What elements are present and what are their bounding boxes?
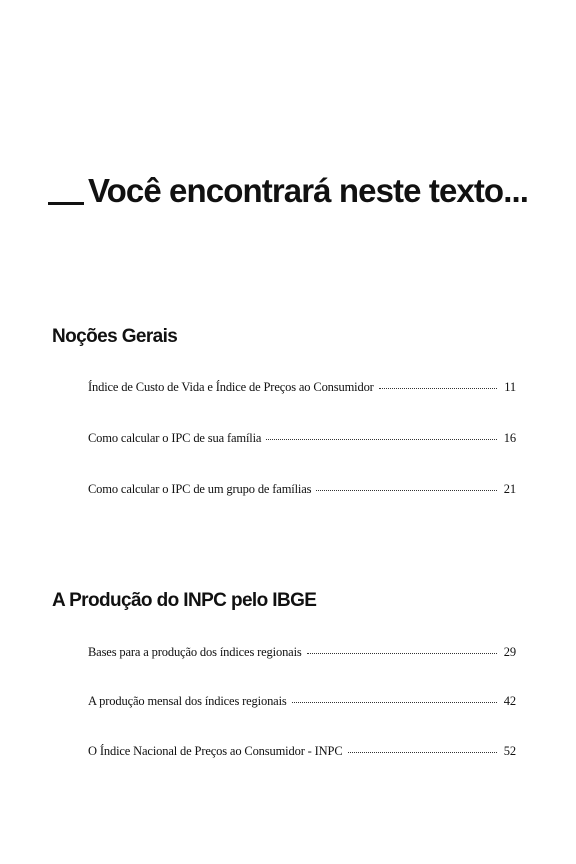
toc-dot-leader — [292, 702, 497, 703]
toc-dot-leader — [307, 653, 497, 654]
toc-entry-producao-mensal[interactable] — [88, 694, 516, 709]
toc-entry-label: A produção mensal dos índices regionais — [88, 694, 287, 708]
page-title-text: Você encontrará neste texto... — [87, 172, 528, 209]
toc-entry-label: Como calcular o IPC de sua família — [88, 431, 262, 445]
toc-page-number: 16 — [503, 431, 516, 445]
toc-entry-label: Como calcular o IPC de um grupo de famílias — [88, 482, 312, 496]
toc-entry-label: Índice de Custo de Vida e Índice de Preços ao Consumidor — [88, 380, 374, 394]
toc-dot-leader — [379, 388, 497, 389]
title-rule — [48, 202, 84, 205]
page-title — [48, 170, 528, 210]
toc-dot-leader — [266, 439, 497, 440]
toc-entry-label: O Índice Nacional de Preços ao Consumidor - INPC — [88, 744, 343, 758]
section-heading-nocoes-gerais: Noções Gerais — [52, 326, 178, 347]
toc-page-number: 52 — [503, 744, 516, 758]
toc-entry-ipc-grupo-familias[interactable] — [88, 482, 516, 497]
toc-entry-inpc[interactable] — [88, 744, 516, 759]
toc-page-number: 21 — [503, 482, 516, 496]
toc-entry-bases-indices-regionais[interactable] — [88, 645, 516, 660]
toc-dot-leader — [316, 490, 497, 491]
toc-entry-ipc-sua-familia[interactable] — [88, 431, 516, 446]
toc-entry-label: Bases para a produção dos índices regionais — [88, 645, 302, 659]
section-heading-producao-inpc: A Produção do INPC pelo IBGE — [52, 590, 317, 611]
toc-page-number: 11 — [504, 380, 516, 394]
toc-entry-indice-custo-de-vida[interactable] — [88, 380, 516, 395]
toc-page-number: 42 — [503, 694, 516, 708]
toc-page-number: 29 — [503, 645, 516, 659]
toc-dot-leader — [348, 752, 497, 753]
